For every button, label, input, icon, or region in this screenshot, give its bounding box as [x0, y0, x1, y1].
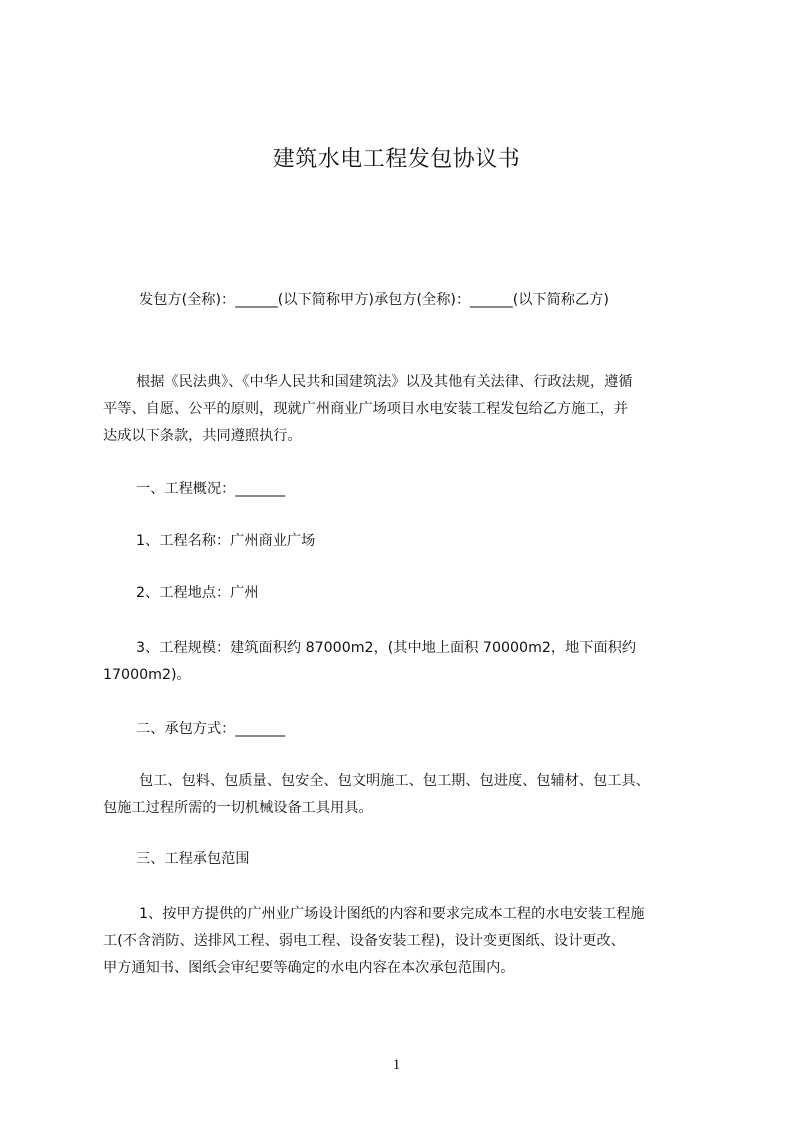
scope-line: 1、按甲方提供的广州业广场设计图纸的内容和要求完成本工程的水电安装工程施 — [139, 906, 645, 922]
project-name-item: 1、工程名称：广州商业广场 — [136, 533, 316, 549]
intro-line: 达成以下条款，共同遵照执行。 — [103, 428, 302, 444]
section-heading-overview: 一、工程概况：_______ — [136, 481, 285, 497]
scale-line: 3、工程规模：建筑面积约 87000m2，(其中地上面积 70000m2，地下面积约 — [136, 640, 637, 656]
intro-line: 平等、自愿、公平的原则，现就广州商业广场项目水电安装工程发包给乙方施工，并 — [103, 401, 628, 417]
contract-mode-line: 包工、包料、包质量、包安全、包文明施工、包工期、包进度、包辅材、包工具、 — [139, 773, 650, 789]
page-number: 1 — [392, 1057, 401, 1073]
scope-item-paragraph — [103, 901, 703, 982]
intro-paragraph — [103, 369, 703, 450]
scope-line: 甲方通知书、图纸会审纪要等确定的水电内容在本次承包范围内。 — [103, 960, 515, 976]
document-title: 建筑水电工程发包协议书 — [272, 147, 521, 172]
section-heading-scope: 三、工程承包范围 — [136, 851, 250, 867]
contract-mode-paragraph — [103, 768, 703, 822]
scale-line: 17000m2)。 — [103, 667, 191, 683]
parties-line: 发包方(全称)：______(以下简称甲方)承包方(全称)：______(以下简称乙方) — [139, 292, 609, 308]
project-location-item: 2、工程地点：广州 — [136, 585, 259, 601]
contract-mode-line: 包施工过程所需的一切机械设备工具用具。 — [103, 800, 373, 816]
scope-line: 工(不含消防、送排风工程、弱电工程、设备安装工程)，设计变更图纸、设计更改、 — [103, 933, 625, 949]
intro-line: 根据《民法典》、《中华人民共和国建筑法》以及其他有关法律、行政法规，遵循 — [136, 374, 633, 390]
project-scale-item — [103, 635, 703, 689]
section-heading-contract-mode: 二、承包方式：_______ — [136, 721, 285, 737]
